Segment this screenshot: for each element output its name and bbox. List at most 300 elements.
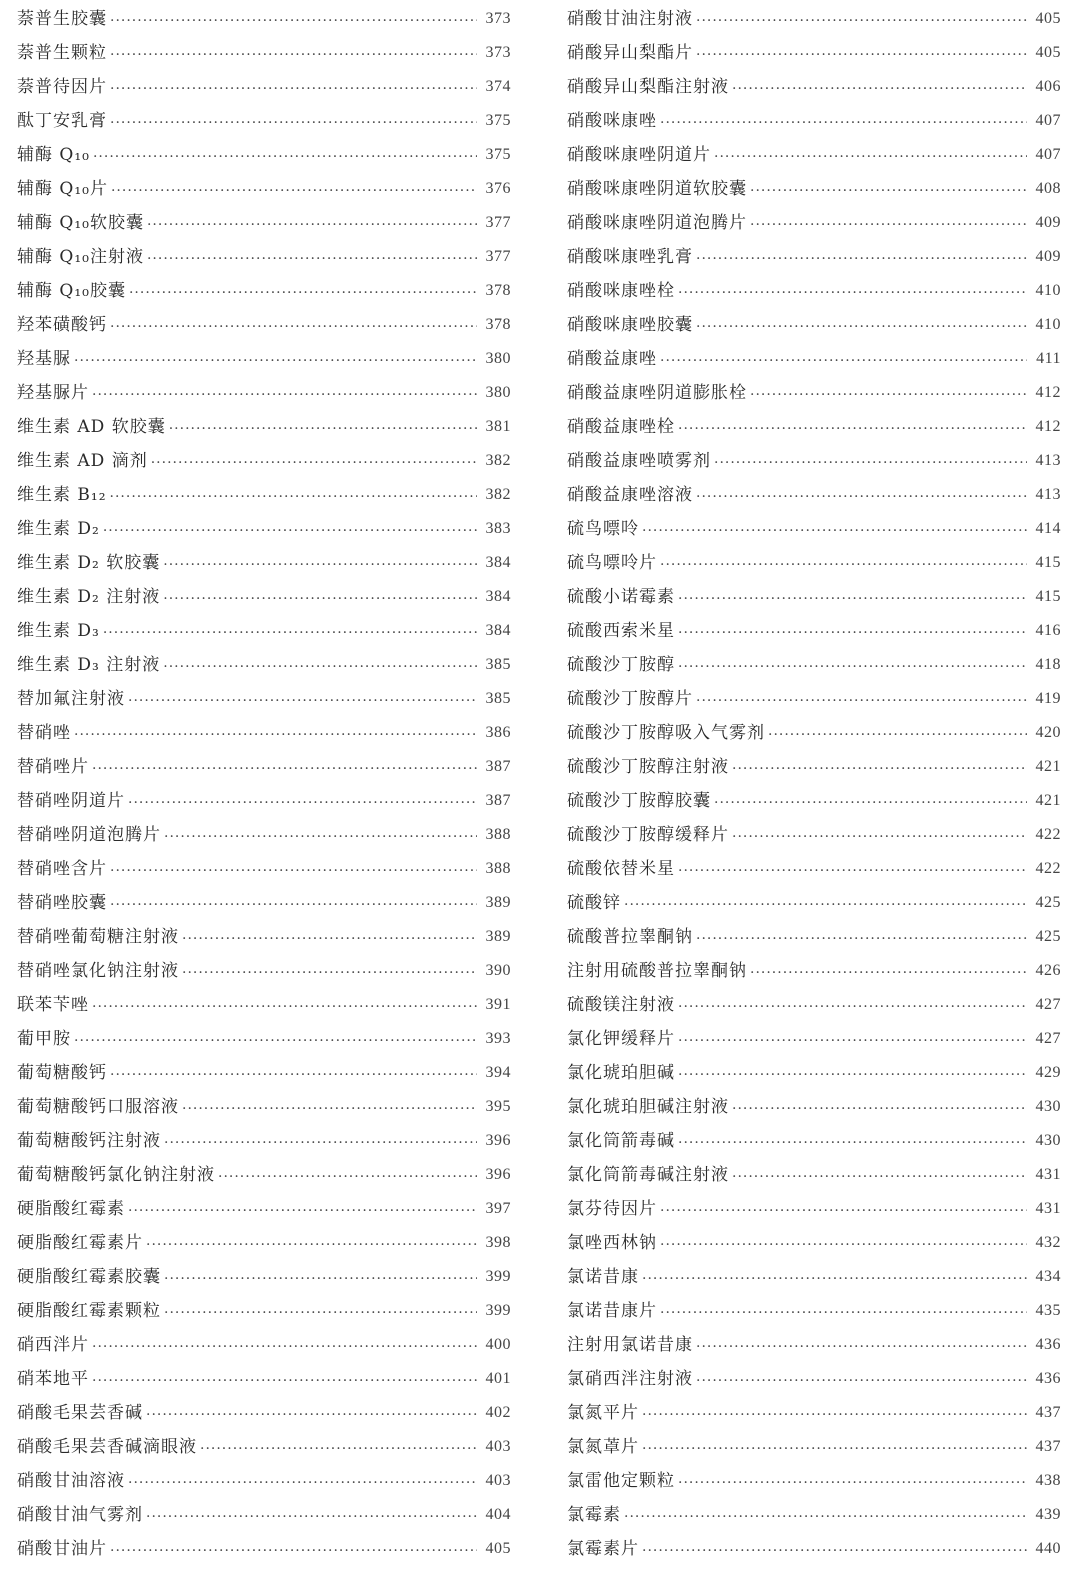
toc-entry[interactable] xyxy=(567,1158,1061,1192)
toc-entry[interactable] xyxy=(567,1532,1061,1566)
page-number: 405 xyxy=(485,1540,511,1557)
page-number: 403 xyxy=(485,1438,511,1455)
page-number: 416 xyxy=(1035,622,1061,639)
toc-entry[interactable] xyxy=(567,36,1061,70)
dot-leader xyxy=(182,930,477,948)
dot-leader xyxy=(678,658,1027,676)
dot-leader xyxy=(642,1270,1027,1288)
entry-title: 氯诺昔康 xyxy=(567,1267,639,1287)
toc-entry[interactable] xyxy=(567,206,1061,240)
dot-leader xyxy=(163,556,477,574)
dot-leader xyxy=(624,896,1027,914)
dot-leader xyxy=(110,488,477,506)
toc-entry[interactable] xyxy=(17,818,511,852)
toc-entry[interactable] xyxy=(17,1498,511,1532)
entry-title: 维生素 D₂ 注射液 xyxy=(17,587,161,607)
toc-entry[interactable] xyxy=(567,1396,1061,1430)
toc-entry[interactable] xyxy=(17,1328,511,1362)
page-number: 403 xyxy=(485,1472,511,1489)
page-number: 375 xyxy=(485,112,511,129)
page-number: 406 xyxy=(1035,78,1061,95)
entry-title: 葡萄糖酸钙口服溶液 xyxy=(17,1097,179,1117)
page-number: 430 xyxy=(1035,1098,1061,1115)
toc-entry[interactable] xyxy=(567,988,1061,1022)
entry-title: 辅酶 Q₁₀软胶囊 xyxy=(17,213,144,233)
dot-leader xyxy=(92,760,477,778)
entry-title: 氯化琥珀胆碱 xyxy=(567,1063,675,1083)
entry-title: 硝酸咪康唑胶囊 xyxy=(567,315,693,335)
entry-title: 硝酸异山梨酯注射液 xyxy=(567,77,729,97)
toc-entry[interactable] xyxy=(17,852,511,886)
toc-entry[interactable] xyxy=(17,1532,511,1566)
dot-leader xyxy=(163,658,477,676)
page-number: 389 xyxy=(485,928,511,945)
dot-leader xyxy=(696,46,1027,64)
page-number: 413 xyxy=(1035,486,1061,503)
entry-title: 维生素 AD 滴剂 xyxy=(17,451,148,471)
entry-title: 硝酸甘油溶液 xyxy=(17,1471,125,1491)
dot-leader xyxy=(750,182,1027,200)
entry-title: 替硝唑氯化钠注射液 xyxy=(17,961,179,981)
toc-entry[interactable] xyxy=(17,784,511,818)
dot-leader xyxy=(200,1440,477,1458)
page-number: 376 xyxy=(485,180,511,197)
dot-leader xyxy=(642,1542,1027,1560)
entry-title: 硫鸟嘌呤 xyxy=(567,519,639,539)
page-number: 402 xyxy=(485,1404,511,1421)
dot-leader xyxy=(714,454,1027,472)
toc-entry[interactable] xyxy=(17,1022,511,1056)
dot-leader xyxy=(110,80,477,98)
entry-title: 硫酸西索米星 xyxy=(567,621,675,641)
entry-title: 替硝唑片 xyxy=(17,757,89,777)
entry-title: 硝酸益康唑阴道膨胀栓 xyxy=(567,383,747,403)
toc-entry[interactable] xyxy=(17,1226,511,1260)
dot-leader xyxy=(696,1338,1027,1356)
toc-entry[interactable] xyxy=(17,988,511,1022)
entry-title: 硝酸毛果芸香碱滴眼液 xyxy=(17,1437,197,1457)
entry-title: 硝酸甘油片 xyxy=(17,1539,107,1559)
toc-entry[interactable] xyxy=(567,1124,1061,1158)
page-number: 374 xyxy=(485,78,511,95)
toc-entry[interactable] xyxy=(567,70,1061,104)
entry-title: 氯霉素片 xyxy=(567,1539,639,1559)
dot-leader xyxy=(732,828,1027,846)
entry-title: 硬脂酸红霉素胶囊 xyxy=(17,1267,161,1287)
entry-title: 维生素 B₁₂ xyxy=(17,485,107,505)
page-number: 405 xyxy=(1035,10,1061,27)
toc-entry[interactable] xyxy=(17,716,511,750)
page-number: 396 xyxy=(485,1132,511,1149)
entry-title: 硝西泮片 xyxy=(17,1335,89,1355)
dot-leader xyxy=(110,114,477,132)
entry-title: 硫酸沙丁胺醇缓释片 xyxy=(567,825,729,845)
dot-leader xyxy=(732,80,1027,98)
entry-title: 氯化琥珀胆碱注射液 xyxy=(567,1097,729,1117)
dot-leader xyxy=(678,1032,1027,1050)
page-number: 430 xyxy=(1035,1132,1061,1149)
entry-title: 氯唑西林钠 xyxy=(567,1233,657,1253)
toc-entry[interactable] xyxy=(567,920,1061,954)
toc-entry[interactable] xyxy=(567,1192,1061,1226)
page-number: 425 xyxy=(1035,928,1061,945)
toc-entry[interactable] xyxy=(567,546,1061,580)
page-number: 421 xyxy=(1035,792,1061,809)
toc-entry[interactable] xyxy=(567,308,1061,342)
toc-entry[interactable] xyxy=(567,1226,1061,1260)
page-number: 431 xyxy=(1035,1200,1061,1217)
page-number: 439 xyxy=(1035,1506,1061,1523)
dot-leader xyxy=(164,828,477,846)
dot-leader xyxy=(182,1100,477,1118)
toc-entry[interactable] xyxy=(17,478,511,512)
entry-title: 替硝唑胶囊 xyxy=(17,893,107,913)
page-number: 421 xyxy=(1035,758,1061,775)
entry-title: 维生素 D₂ xyxy=(17,519,100,539)
page-number: 373 xyxy=(485,44,511,61)
dot-leader xyxy=(750,386,1027,404)
entry-title: 氯硝西泮注射液 xyxy=(567,1369,693,1389)
toc-entry[interactable] xyxy=(567,138,1061,172)
entry-title: 硝酸咪康唑阴道泡腾片 xyxy=(567,213,747,233)
dot-leader xyxy=(624,1508,1027,1526)
entry-title: 替硝唑阴道片 xyxy=(17,791,125,811)
entry-title: 硬脂酸红霉素 xyxy=(17,1199,125,1219)
page-number: 422 xyxy=(1035,860,1061,877)
page-number: 437 xyxy=(1035,1404,1061,1421)
dot-leader xyxy=(678,624,1027,642)
dot-leader xyxy=(642,522,1027,540)
dot-leader xyxy=(74,352,477,370)
dot-leader xyxy=(678,862,1027,880)
entry-title: 维生素 D₃ 注射液 xyxy=(17,655,161,675)
page-number: 410 xyxy=(1035,316,1061,333)
entry-title: 萘普待因片 xyxy=(17,77,107,97)
entry-title: 替加氟注射液 xyxy=(17,689,125,709)
toc-entry[interactable] xyxy=(567,784,1061,818)
toc-entry[interactable] xyxy=(567,852,1061,886)
dot-leader xyxy=(110,862,477,880)
entry-title: 硫酸沙丁胺醇吸入气雾剂 xyxy=(567,723,765,743)
page-number: 393 xyxy=(485,1030,511,1047)
entry-title: 硫酸小诺霉素 xyxy=(567,587,675,607)
toc-entry[interactable] xyxy=(567,2,1061,36)
dot-leader xyxy=(678,998,1027,1016)
page-number: 427 xyxy=(1035,996,1061,1013)
page-number: 419 xyxy=(1035,690,1061,707)
entry-title: 维生素 D₂ 软胶囊 xyxy=(17,553,161,573)
toc-entry[interactable] xyxy=(17,172,511,206)
toc-entry[interactable] xyxy=(17,138,511,172)
entry-title: 硫鸟嘌呤片 xyxy=(567,553,657,573)
toc-entry[interactable] xyxy=(567,376,1061,410)
entry-title: 氯氮平片 xyxy=(567,1403,639,1423)
entry-title: 硫酸沙丁胺醇片 xyxy=(567,689,693,709)
dot-leader xyxy=(111,182,477,200)
toc-entry[interactable] xyxy=(567,750,1061,784)
toc-entry[interactable] xyxy=(567,1056,1061,1090)
entry-title: 硝酸咪康唑栓 xyxy=(567,281,675,301)
toc-entry[interactable] xyxy=(17,1430,511,1464)
dot-leader xyxy=(678,1134,1027,1152)
page-number: 414 xyxy=(1035,520,1061,537)
page-number: 440 xyxy=(1035,1540,1061,1557)
dot-leader xyxy=(164,1270,477,1288)
page-number: 399 xyxy=(485,1302,511,1319)
entry-title: 替硝唑 xyxy=(17,723,71,743)
dot-leader xyxy=(732,760,1027,778)
toc-entry[interactable] xyxy=(567,954,1061,988)
toc-entry[interactable] xyxy=(567,886,1061,920)
toc-entry[interactable] xyxy=(17,274,511,308)
page-number: 389 xyxy=(485,894,511,911)
page-number: 413 xyxy=(1035,452,1061,469)
page-number: 435 xyxy=(1035,1302,1061,1319)
toc-entry[interactable] xyxy=(17,1260,511,1294)
page-number: 385 xyxy=(485,656,511,673)
toc-entry[interactable] xyxy=(567,444,1061,478)
page-number: 377 xyxy=(485,214,511,231)
toc-entry[interactable] xyxy=(567,104,1061,138)
dot-leader xyxy=(696,1372,1027,1390)
entry-title: 硝酸异山梨酯片 xyxy=(567,43,693,63)
entry-title: 硫酸镁注射液 xyxy=(567,995,675,1015)
dot-leader xyxy=(128,692,477,710)
entry-title: 硝酸咪康唑乳膏 xyxy=(567,247,693,267)
dot-leader xyxy=(151,454,477,472)
dot-leader xyxy=(146,1236,477,1254)
toc-entry[interactable] xyxy=(17,1158,511,1192)
page-number: 385 xyxy=(485,690,511,707)
toc-entry[interactable] xyxy=(567,274,1061,308)
entry-title: 氯诺昔康片 xyxy=(567,1301,657,1321)
dot-leader xyxy=(164,1304,477,1322)
entry-title: 注射用氯诺昔康 xyxy=(567,1335,693,1355)
dot-leader xyxy=(164,1134,477,1152)
entry-title: 氯化筒箭毒碱注射液 xyxy=(567,1165,729,1185)
page-number: 434 xyxy=(1035,1268,1061,1285)
dot-leader xyxy=(92,386,477,404)
toc-entry[interactable] xyxy=(567,240,1061,274)
page-number: 397 xyxy=(485,1200,511,1217)
dot-leader xyxy=(660,114,1027,132)
toc-entry[interactable] xyxy=(17,546,511,580)
toc-entry[interactable] xyxy=(17,410,511,444)
toc-entry[interactable] xyxy=(17,376,511,410)
dot-leader xyxy=(696,318,1027,336)
toc-entry[interactable] xyxy=(17,614,511,648)
page-number: 405 xyxy=(1035,44,1061,61)
page-number: 425 xyxy=(1035,894,1061,911)
dot-leader xyxy=(642,1406,1027,1424)
dot-leader xyxy=(169,420,477,438)
dot-leader xyxy=(110,896,477,914)
dot-leader xyxy=(74,726,477,744)
toc-entry[interactable] xyxy=(17,308,511,342)
entry-title: 硫酸依替米星 xyxy=(567,859,675,879)
toc-entry[interactable] xyxy=(17,104,511,138)
entry-title: 替硝唑含片 xyxy=(17,859,107,879)
page-number: 407 xyxy=(1035,146,1061,163)
toc-entry[interactable] xyxy=(567,1090,1061,1124)
toc-entry[interactable] xyxy=(17,1396,511,1430)
toc-entry[interactable] xyxy=(17,240,511,274)
entry-title: 硝酸毛果芸香碱 xyxy=(17,1403,143,1423)
entry-title: 硝酸咪康唑 xyxy=(567,111,657,131)
toc-entry[interactable] xyxy=(567,648,1061,682)
toc-entry[interactable] xyxy=(17,1362,511,1396)
page-number: 377 xyxy=(485,248,511,265)
page-number: 427 xyxy=(1035,1030,1061,1047)
entry-title: 氯雷他定颗粒 xyxy=(567,1471,675,1491)
toc-entry[interactable] xyxy=(17,36,511,70)
toc-entry[interactable] xyxy=(17,886,511,920)
page-number: 438 xyxy=(1035,1472,1061,1489)
toc-entry[interactable] xyxy=(17,1464,511,1498)
toc-entry[interactable] xyxy=(17,1124,511,1158)
toc-entry[interactable] xyxy=(17,580,511,614)
toc-entry[interactable] xyxy=(17,444,511,478)
toc-entry[interactable] xyxy=(567,1260,1061,1294)
toc-entry[interactable] xyxy=(567,1464,1061,1498)
page-number: 415 xyxy=(1035,588,1061,605)
dot-leader xyxy=(74,1032,477,1050)
entry-title: 羟基脲片 xyxy=(17,383,89,403)
toc-entry[interactable] xyxy=(567,1328,1061,1362)
dot-leader xyxy=(128,1474,477,1492)
dot-leader xyxy=(146,1406,477,1424)
dot-leader xyxy=(678,1066,1027,1084)
page-number: 386 xyxy=(485,724,511,741)
dot-leader xyxy=(660,352,1027,370)
toc-entry[interactable] xyxy=(17,750,511,784)
dot-leader xyxy=(696,692,1027,710)
toc-entry[interactable] xyxy=(567,512,1061,546)
toc-entry[interactable] xyxy=(17,1192,511,1226)
page-number: 412 xyxy=(1035,384,1061,401)
toc-entry[interactable] xyxy=(567,818,1061,852)
dot-leader xyxy=(103,624,477,642)
page-number: 400 xyxy=(485,1336,511,1353)
entry-title: 维生素 D₃ xyxy=(17,621,100,641)
toc-entry[interactable] xyxy=(17,206,511,240)
page-number: 436 xyxy=(1035,1336,1061,1353)
toc-entry[interactable] xyxy=(17,512,511,546)
page-number: 399 xyxy=(485,1268,511,1285)
toc-entry[interactable] xyxy=(17,920,511,954)
toc-entry[interactable] xyxy=(567,614,1061,648)
entry-title: 硝酸益康唑喷雾剂 xyxy=(567,451,711,471)
dot-leader xyxy=(146,1508,477,1526)
entry-title: 辅酶 Q₁₀ xyxy=(17,145,90,165)
toc-entry[interactable] xyxy=(17,648,511,682)
page-number: 383 xyxy=(485,520,511,537)
dot-leader xyxy=(696,930,1027,948)
entry-title: 硝酸益康唑栓 xyxy=(567,417,675,437)
page-number: 384 xyxy=(485,554,511,571)
entry-title: 硝酸甘油气雾剂 xyxy=(17,1505,143,1525)
toc-entry[interactable] xyxy=(17,1056,511,1090)
toc-entry[interactable] xyxy=(567,1498,1061,1532)
toc-entry[interactable] xyxy=(567,716,1061,750)
page-number: 415 xyxy=(1035,554,1061,571)
toc-entry[interactable] xyxy=(17,342,511,376)
entry-title: 硝苯地平 xyxy=(17,1369,89,1389)
page-number: 373 xyxy=(485,10,511,27)
toc-entry[interactable] xyxy=(17,682,511,716)
entry-title: 替硝唑葡萄糖注射液 xyxy=(17,927,179,947)
page-number: 398 xyxy=(485,1234,511,1251)
page-number: 432 xyxy=(1035,1234,1061,1251)
page-number: 387 xyxy=(485,758,511,775)
entry-title: 硝酸咪康唑阴道软胶囊 xyxy=(567,179,747,199)
toc-entry[interactable] xyxy=(567,410,1061,444)
dot-leader xyxy=(660,1304,1027,1322)
page-number: 401 xyxy=(485,1370,511,1387)
entry-title: 氯芬待因片 xyxy=(567,1199,657,1219)
entry-title: 酞丁安乳膏 xyxy=(17,111,107,131)
page-number: 412 xyxy=(1035,418,1061,435)
entry-title: 硬脂酸红霉素片 xyxy=(17,1233,143,1253)
entry-title: 硫酸普拉睾酮钠 xyxy=(567,927,693,947)
dot-leader xyxy=(714,794,1027,812)
page-number: 382 xyxy=(485,486,511,503)
toc-entry[interactable] xyxy=(17,1090,511,1124)
entry-title: 替硝唑阴道泡腾片 xyxy=(17,825,161,845)
page-number: 378 xyxy=(485,282,511,299)
toc-entry[interactable] xyxy=(17,954,511,988)
toc-entry[interactable] xyxy=(17,1294,511,1328)
entry-title: 辅酶 Q₁₀注射液 xyxy=(17,247,144,267)
page-number: 384 xyxy=(485,588,511,605)
toc-entry[interactable] xyxy=(17,70,511,104)
dot-leader xyxy=(660,556,1027,574)
page-number: 381 xyxy=(485,418,511,435)
dot-leader xyxy=(92,1338,477,1356)
dot-leader xyxy=(92,998,477,1016)
page-number: 418 xyxy=(1035,656,1061,673)
dot-leader xyxy=(732,1100,1027,1118)
toc-entry[interactable] xyxy=(567,1294,1061,1328)
entry-title: 硫酸沙丁胺醇 xyxy=(567,655,675,675)
dot-leader xyxy=(660,1236,1027,1254)
dot-leader xyxy=(110,318,477,336)
toc-entry[interactable] xyxy=(567,1362,1061,1396)
entry-title: 维生素 AD 软胶囊 xyxy=(17,417,166,437)
toc-entry[interactable] xyxy=(17,2,511,36)
page-number: 396 xyxy=(485,1166,511,1183)
toc-entry[interactable] xyxy=(567,682,1061,716)
toc-entry[interactable] xyxy=(567,580,1061,614)
toc-entry[interactable] xyxy=(567,172,1061,206)
page-number: 388 xyxy=(485,860,511,877)
entry-title: 氯化钾缓释片 xyxy=(567,1029,675,1049)
page-number: 420 xyxy=(1035,724,1061,741)
page-number: 384 xyxy=(485,622,511,639)
toc-entry[interactable] xyxy=(567,478,1061,512)
dot-leader xyxy=(696,250,1027,268)
entry-title: 羟基脲 xyxy=(17,349,71,369)
toc-entry[interactable] xyxy=(567,1022,1061,1056)
entry-title: 葡甲胺 xyxy=(17,1029,71,1049)
dot-leader xyxy=(92,1372,477,1390)
dot-leader xyxy=(750,216,1027,234)
page-number: 380 xyxy=(485,384,511,401)
toc-right-column xyxy=(567,2,1061,1566)
page-number: 409 xyxy=(1035,248,1061,265)
toc-entry[interactable] xyxy=(567,342,1061,376)
toc-entry[interactable] xyxy=(567,1430,1061,1464)
